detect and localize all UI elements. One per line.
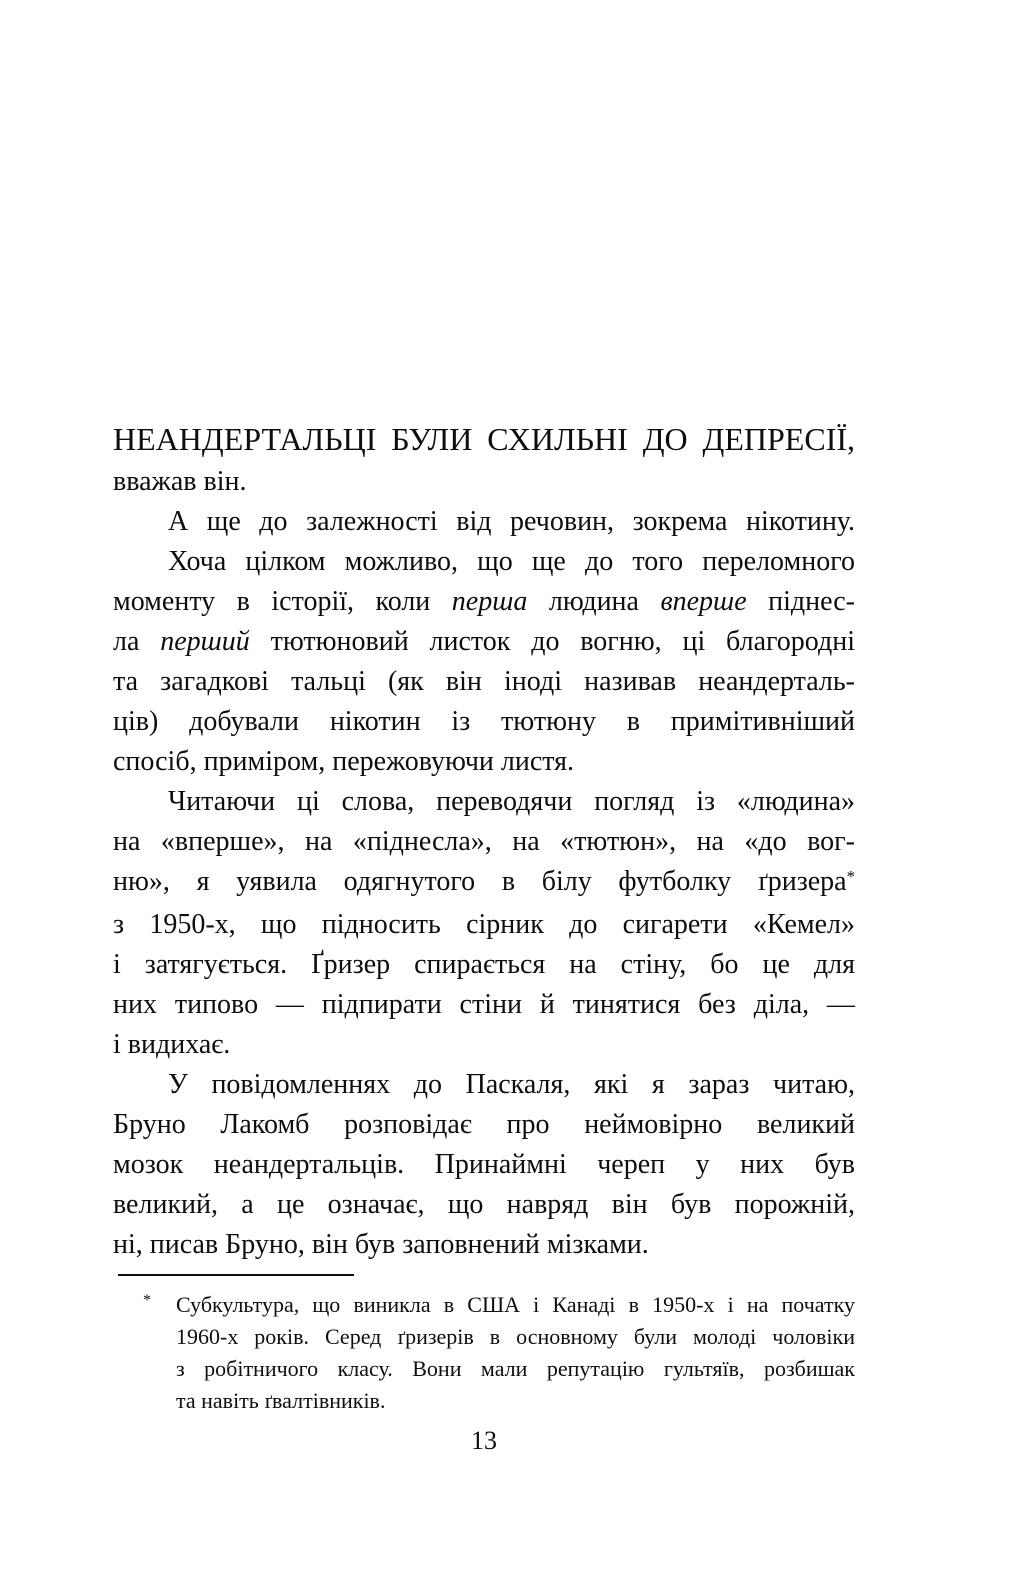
text-segment: моменту в історії, коли xyxy=(113,586,452,617)
footnote-line xyxy=(176,1353,855,1385)
text-segment: перший xyxy=(160,626,250,657)
page-number: 13 xyxy=(471,1426,497,1455)
text-segment: з робітничого класу. Вони мали репутацію гультяїв, розбишак xyxy=(176,1356,855,1381)
body-line xyxy=(113,622,855,662)
body-line xyxy=(113,1105,855,1145)
text-segment: людина xyxy=(527,586,661,617)
text-segment: них типово — підпирати стіни й тинятися без діла, — xyxy=(113,989,855,1020)
footnote-line xyxy=(176,1385,855,1417)
body-line xyxy=(113,822,855,862)
footnote-divider xyxy=(118,1274,354,1276)
footnote-line xyxy=(176,1289,855,1321)
text-segment: 1960-х років. Серед ґризерів в основному були молоді чоловіки xyxy=(176,1324,855,1349)
text-segment: мозок неандертальців. Принаймні череп у них був xyxy=(113,1149,855,1180)
body-line xyxy=(113,502,855,542)
body-line xyxy=(113,462,855,502)
text-segment: на «вперше», на «піднесла», на «тютюн», на «до вог- xyxy=(113,826,855,857)
text-segment: Читаючи ці слова, переводячи погляд із «людина» xyxy=(168,786,855,817)
text-segment: піднес- xyxy=(746,586,855,617)
body-line xyxy=(113,702,855,742)
paragraph xyxy=(113,502,855,542)
text-segment: та загадкові тальці (як він іноді називав неандерталь- xyxy=(113,666,855,697)
text-segment: і видихає. xyxy=(113,1029,231,1060)
text-segment: перша xyxy=(451,586,528,617)
text-segment: з 1950-х, що підносить сірник до сигарети «Кемел» xyxy=(113,909,855,940)
text-segment: ні, писав Бруно, він був заповнений мізками. xyxy=(113,1229,649,1260)
text-segment: У повідомленнях до Паскаля, які я зараз читаю, xyxy=(168,1069,855,1100)
text-segment: ню», я уявила одягнутого в білу футболку ґризера xyxy=(113,866,847,897)
body-line xyxy=(113,1185,855,1225)
text-segment: спосіб, приміром, пережовуючи листя. xyxy=(113,746,575,777)
body-paragraphs xyxy=(113,419,855,1265)
body-line xyxy=(113,945,855,985)
text-segment: вперше xyxy=(660,586,747,617)
text-segment: тютюновий листок до вогню, ці благородні xyxy=(249,626,855,657)
text-segment: і затягується. Ґризер спирається на стіну, бо це для xyxy=(113,949,855,980)
body-line xyxy=(113,1145,855,1185)
body-line xyxy=(113,582,855,622)
paragraph xyxy=(113,542,855,782)
body-line xyxy=(113,419,855,462)
text-segment: А ще до залежності від речовин, зокрема нікотину. xyxy=(168,506,855,537)
body-line xyxy=(113,542,855,582)
body-line xyxy=(113,905,855,945)
body-line xyxy=(113,1225,855,1265)
body-line xyxy=(113,742,855,782)
text-segment: НЕАНДЕРТАЛЬЦІ БУЛИ СХИЛЬНІ ДО ДЕПРЕСІЇ, xyxy=(113,421,855,457)
text-segment: ців) добували нікотин із тютюну в примітивніший xyxy=(113,706,855,737)
text-segment: Бруно Лакомб розповідає про неймовірно великий xyxy=(113,1109,855,1140)
body-line xyxy=(113,1025,855,1065)
paragraph xyxy=(113,1065,855,1265)
body-line xyxy=(113,1065,855,1105)
footnote-line xyxy=(176,1321,855,1353)
text-segment: Хоча цілком можливо, що ще до того переломного xyxy=(168,546,855,577)
text-segment: Субкультура, що виникла в США і Канаді в 1950-х і на початку xyxy=(176,1292,855,1317)
text-segment: ла xyxy=(113,626,161,657)
body-line xyxy=(113,985,855,1025)
body-line xyxy=(113,862,855,905)
text-segment: та навіть ґвалтівників. xyxy=(176,1388,386,1413)
text-segment: вважав він. xyxy=(113,466,247,497)
text-block xyxy=(113,419,855,1417)
text-segment: великий, а це означає, що навряд він був порожній, xyxy=(113,1189,855,1220)
body-line xyxy=(113,662,855,702)
footnote xyxy=(143,1289,855,1417)
footnote-text xyxy=(176,1289,855,1417)
footnote-reference-asterisk: * xyxy=(846,866,855,886)
paragraph xyxy=(113,782,855,1065)
paragraph xyxy=(113,419,855,502)
body-line xyxy=(113,782,855,822)
footnote-marker: * xyxy=(143,1292,151,1309)
